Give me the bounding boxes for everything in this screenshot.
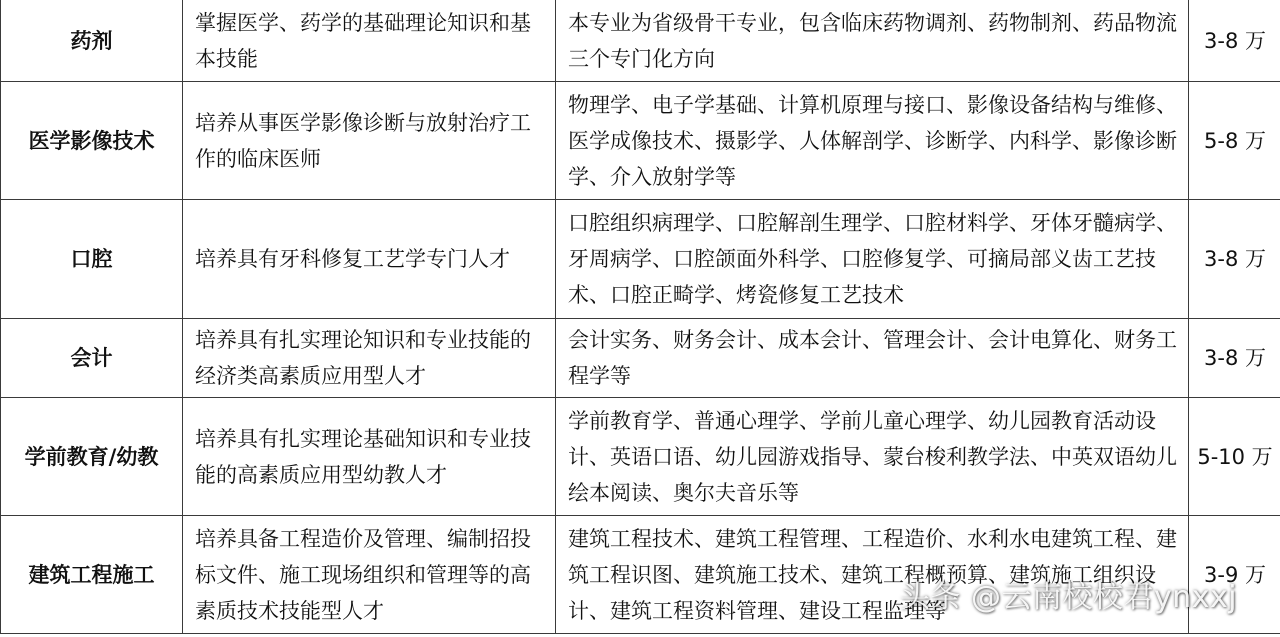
salary-range: 5-8 万 (1189, 82, 1280, 200)
training-goal: 掌握医学、药学的基础理论知识和基本技能 (183, 0, 556, 82)
major-name: 学前教育/幼教 (1, 398, 183, 516)
salary-range: 3-8 万 (1189, 0, 1280, 82)
training-goal: 培养具有扎实理论基础知识和专业技能的高素质应用型幼教人才 (183, 398, 556, 516)
major-name: 会计 (1, 319, 183, 398)
table-row (1, 398, 1280, 516)
training-goal: 培养从事医学影像诊断与放射治疗工作的临床医师 (183, 82, 556, 200)
salary-range: 3-8 万 (1189, 200, 1280, 319)
salary-range: 5-10 万 (1189, 398, 1280, 516)
main-courses: 物理学、电子学基础、计算机原理与接口、影像设备结构与维修、医学成像技术、摄影学、人体解剖学、诊断学、内科学、影像诊断学、介入放射学等 (556, 82, 1189, 200)
salary-range: 3-9 万 (1189, 516, 1280, 634)
main-courses: 会计实务、财务会计、成本会计、管理会计、会计电算化、财务工程学等 (556, 319, 1189, 398)
major-name: 药剂 (1, 0, 183, 82)
major-name: 口腔 (1, 200, 183, 319)
table-row (1, 319, 1280, 398)
table-row (1, 0, 1280, 82)
table-row (1, 82, 1280, 200)
training-goal: 培养具备工程造价及管理、编制招投标文件、施工现场组织和管理等的高素质技术技能型人才 (183, 516, 556, 634)
main-courses: 本专业为省级骨干专业，包含临床药物调剂、药物制剂、药品物流三个专门化方向 (556, 0, 1189, 82)
training-goal: 培养具有牙科修复工艺学专门人才 (183, 200, 556, 319)
major-name: 医学影像技术 (1, 82, 183, 200)
salary-range: 3-8 万 (1189, 319, 1280, 398)
training-goal: 培养具有扎实理论知识和专业技能的经济类高素质应用型人才 (183, 319, 556, 398)
main-courses: 学前教育学、普通心理学、学前儿童心理学、幼儿园教育活动设计、英语口语、幼儿园游戏指导、蒙台梭利教学法、中英双语幼儿绘本阅读、奥尔夫音乐等 (556, 398, 1189, 516)
main-courses: 口腔组织病理学、口腔解剖生理学、口腔材料学、牙体牙髓病学、牙周病学、口腔颌面外科学、口腔修复学、可摘局部义齿工艺技术、口腔正畸学、烤瓷修复工艺技术 (556, 200, 1189, 319)
table-row (1, 200, 1280, 319)
major-name: 建筑工程施工 (1, 516, 183, 634)
watermark-text: 头条 @云南校校君ynxxj (900, 580, 1238, 615)
main-courses: 建筑工程技术、建筑工程管理、工程造价、水利水电建筑工程、建筑工程识图、建筑施工技术、建筑工程概预算、建筑施工组织设计、建筑工程资料管理、建设工程监理等 (556, 516, 1189, 634)
